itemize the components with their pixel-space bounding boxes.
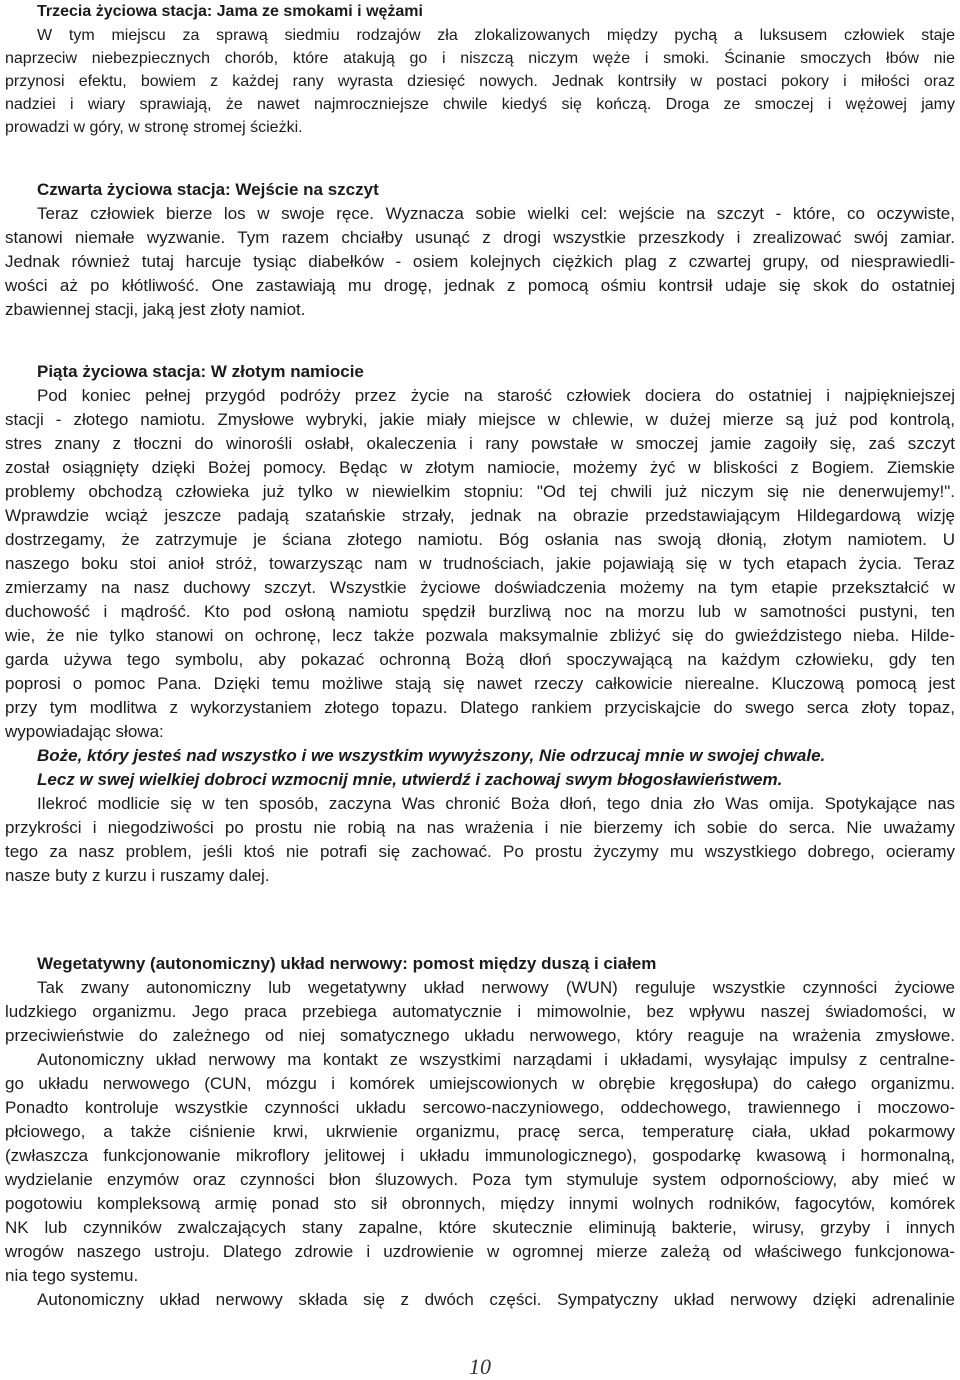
text-line: garda używa tego symbolu, aby pokazać ochronną Bożą dłoń spoczywającą na każdym człowieku, gdy ten bbox=[5, 650, 955, 669]
section-autonomic-nervous-system bbox=[5, 952, 955, 1312]
text-line: Ilekroć modlicie się w ten sposób, zaczyna Was chronić Boża dłoń, tego dnia zło Was omija. Spotykające nas bbox=[37, 794, 955, 813]
text-line: naprzeciw niebezpiecznych chorób, które atakują go i niszczą niczym węże i smoki. Ścinanie smoczych łbów nie bbox=[5, 50, 955, 67]
text-line: przy tym modlitwa z wykorzystaniem złotego topazu. Dlatego rankiem przyciskajcie do swego serca złoty topaz, bbox=[5, 698, 955, 717]
section-heading: Wegetatywny (autonomiczny) układ nerwowy: pomost między duszą i ciałem bbox=[37, 954, 657, 973]
text-line: stanowi niemałe wyzwanie. Tym razem chciałby usunąć z drogi wszystkie przeszkody i zrealizować swój zamiar. bbox=[5, 228, 955, 247]
text-line: Pod koniec pełnej przygód podróży przez życie na starość człowiek dociera do ostatniej i najpiękniejszej bbox=[37, 386, 955, 405]
text-line: Wprawdzie wciąż jeszcze padają szatańskie strzały, jednak na obrazie przedstawiającym Hildegardową wizję bbox=[5, 506, 955, 525]
text-line: Teraz człowiek bierze los w swoje ręce. Wyznacza sobie wielki cel: wejście na szczyt - które, co oczywiste, bbox=[37, 204, 955, 223]
section-fourth-station bbox=[5, 178, 955, 322]
text-line: Jednak również tutaj harcuje tysiąc diabełków - osiem kolejnych ciężkich plag z czwartej grupy, od niesprawiedli- bbox=[5, 252, 955, 271]
text-line: (zwłaszcza funkcjonowanie mikroflory jelitowej i układu immunologicznego), gospodarkę kwasową i hormonalną, bbox=[5, 1146, 955, 1165]
text-line: tego za nasz problem, jeśli ktoś nie potrafi się zachować. Po prostu życzymy mu wszystkiego dobrego, ocieramy bbox=[5, 842, 955, 861]
text-line: duchowość i mądrość. Kto pod osłoną namiotu spędził burzliwą noc na morzu lub w samotności pustyni, ten bbox=[5, 602, 955, 621]
text-line: przykrości i niegodziwości po prostu nie robią na nas wrażenia i nie bierzemy ich sobie do serca. Nie uważamy bbox=[5, 818, 955, 837]
text-line: stacji - złotego namiotu. Zmysłowe wybryki, jakie miały miejsce w chlewie, w dużej mierze są już pod kontrolą, bbox=[5, 410, 955, 429]
text-line: problemy obchodzą człowieka już tylko w niewielkim stopniu: "Od tej chwili już niczym się nie denerwujemy!". bbox=[5, 482, 955, 501]
text-line: Autonomiczny układ nerwowy składa się z dwóch części. Sympatyczny układ nerwowy dzięki adrenalinie bbox=[37, 1290, 955, 1309]
prayer-text bbox=[5, 744, 955, 792]
page-number: 10 bbox=[469, 1354, 491, 1379]
text-line: został osiągnięty dzięki Bożej pomocy. Będąc w złotym namiocie, możemy żyć w bliskości z Bogiem. Ziemskie bbox=[5, 458, 955, 477]
text-line: wości aż po kłótliwość. One zastawiają mu drogę, jednak z pomocą ośmiu kontrsił udaje się skok do ostatniej bbox=[5, 276, 955, 295]
text-line: prowadzi w góry, w stronę stromej ścieżki. bbox=[5, 119, 303, 136]
text-line: NK lub czynników zwalczających stany zapalne, które skutecznie eliminują bakterie, wirusy, grzyby i innych bbox=[5, 1218, 955, 1237]
text-line: wie, że nie tylko stanowi on ochronę, lecz także pozwala maksymalnie zbliżyć się do gwieździstego nieba. Hilde- bbox=[5, 626, 955, 645]
text-line: zmierzamy na nasz duchowy szczyt. Wszystkie życiowe doświadczenia możemy na tym etapie przekształcić w bbox=[5, 578, 955, 597]
section-fifth-station bbox=[5, 360, 955, 888]
text-line: nia tego systemu. bbox=[5, 1266, 139, 1285]
section-heading: Czwarta życiowa stacja: Wejście na szczyt bbox=[37, 180, 379, 199]
text-line: wrogów naszego ustroju. Dlatego zdrowie i uzdrowienie w ogromnej mierze zależą od właściwego funkcjonowa- bbox=[5, 1242, 955, 1261]
text-line: przynosi efektu, bowiem z każdej rany wyrasta dziesięć nowych. Jednak kontrsiły w postaci pokory i miłości oraz bbox=[5, 73, 955, 90]
text-line: dostrzegamy, że zatrzymuje je ściana złotego namiotu. Bóg osłania nas swoją dłonią, złotym namiotem. U bbox=[5, 530, 955, 549]
text-line: nadziei i wiary sprawiają, że nawet najmroczniejsze chwile kiedyś się kończą. Droga ze smoczej i wężowej jamy bbox=[5, 96, 955, 113]
text-line: przeciwieństwie do zależnego od niej somatycznego układu nerwowego, który reaguje na wrażenia zmysłowe. bbox=[5, 1026, 955, 1045]
text-line: stres znany z tłoczni do winorośli osłabł, okaleczenia i rany powstałe w smoczej jamie zagoiły się, zaś szczyt bbox=[5, 434, 955, 453]
text-line: płciowego, a także ciśnienie krwi, ukrwienie organizmu, pracę serca, temperaturę ciała, układ pokarmowy bbox=[5, 1122, 955, 1141]
text-line: Tak zwany autonomiczny lub wegetatywny układ nerwowy (WUN) reguluje wszystkie czynności życiowe bbox=[37, 978, 955, 997]
text-line: ludzkiego organizmu. Jego praca przebiega automatycznie i mimowolnie, bez wpływu naszej świadomości, w bbox=[5, 1002, 955, 1021]
section-heading: Piąta życiowa stacja: W złotym namiocie bbox=[37, 362, 364, 381]
text-line: zbawiennej stacji, jaką jest złoty namiot. bbox=[5, 300, 306, 319]
text-line: Ponadto kontroluje wszystkie czynności układu sercowo-naczyniowego, oddechowego, trawiennego i moczowo- bbox=[5, 1098, 955, 1117]
text-line: go układu nerwowego (CUN, mózgu i komórek umiejscowionych w obrębie kręgosłupa) do całego organizmu. bbox=[5, 1074, 955, 1093]
text-line: naszego boku stoi anioł stróż, towarzysząc nam w trudnościach, jakie pojawiają się w tych etapach życia. Teraz bbox=[5, 554, 955, 573]
section-heading: Trzecia życiowa stacja: Jama ze smokami i wężami bbox=[37, 3, 423, 20]
text-line: Autonomiczny układ nerwowy ma kontakt ze wszystkimi narządami i układami, wysyłając impulsy z centralne- bbox=[37, 1050, 955, 1069]
prayer-line: Boże, który jesteś nad wszystko i we wszystkim wywyższony, Nie odrzucaj mnie w swojej chwale. bbox=[37, 746, 826, 765]
text-line: wypowiadając słowa: bbox=[5, 722, 164, 741]
text-line: wydzielanie enzymów oraz czynności błon śluzowych. Poza tym stymuluje system odpornościowy, aby mieć w bbox=[5, 1170, 955, 1189]
text-line: W tym miejscu za sprawą siedmiu rodzajów zła zlokalizowanych między pychą a luksusem człowiek staje bbox=[37, 27, 955, 44]
prayer-line: Lecz w swej wielkiej dobroci wzmocnij mnie, utwierdź i zachowaj swym błogosławieństwem. bbox=[37, 770, 783, 789]
section-third-station bbox=[5, 0, 955, 139]
text-line: pogotowiu kompleksową armię ponad sto sił obronnych, między innymi wolnych rodników, fagocytów, komórek bbox=[5, 1194, 955, 1213]
text-line: poprosi o pomoc Pana. Dzięki temu możliwe stają się nawet rzeczy całkowicie nierealne. Kluczową pomocą jest bbox=[5, 674, 955, 693]
text-line: nasze buty z kurzu i ruszamy dalej. bbox=[5, 866, 270, 885]
